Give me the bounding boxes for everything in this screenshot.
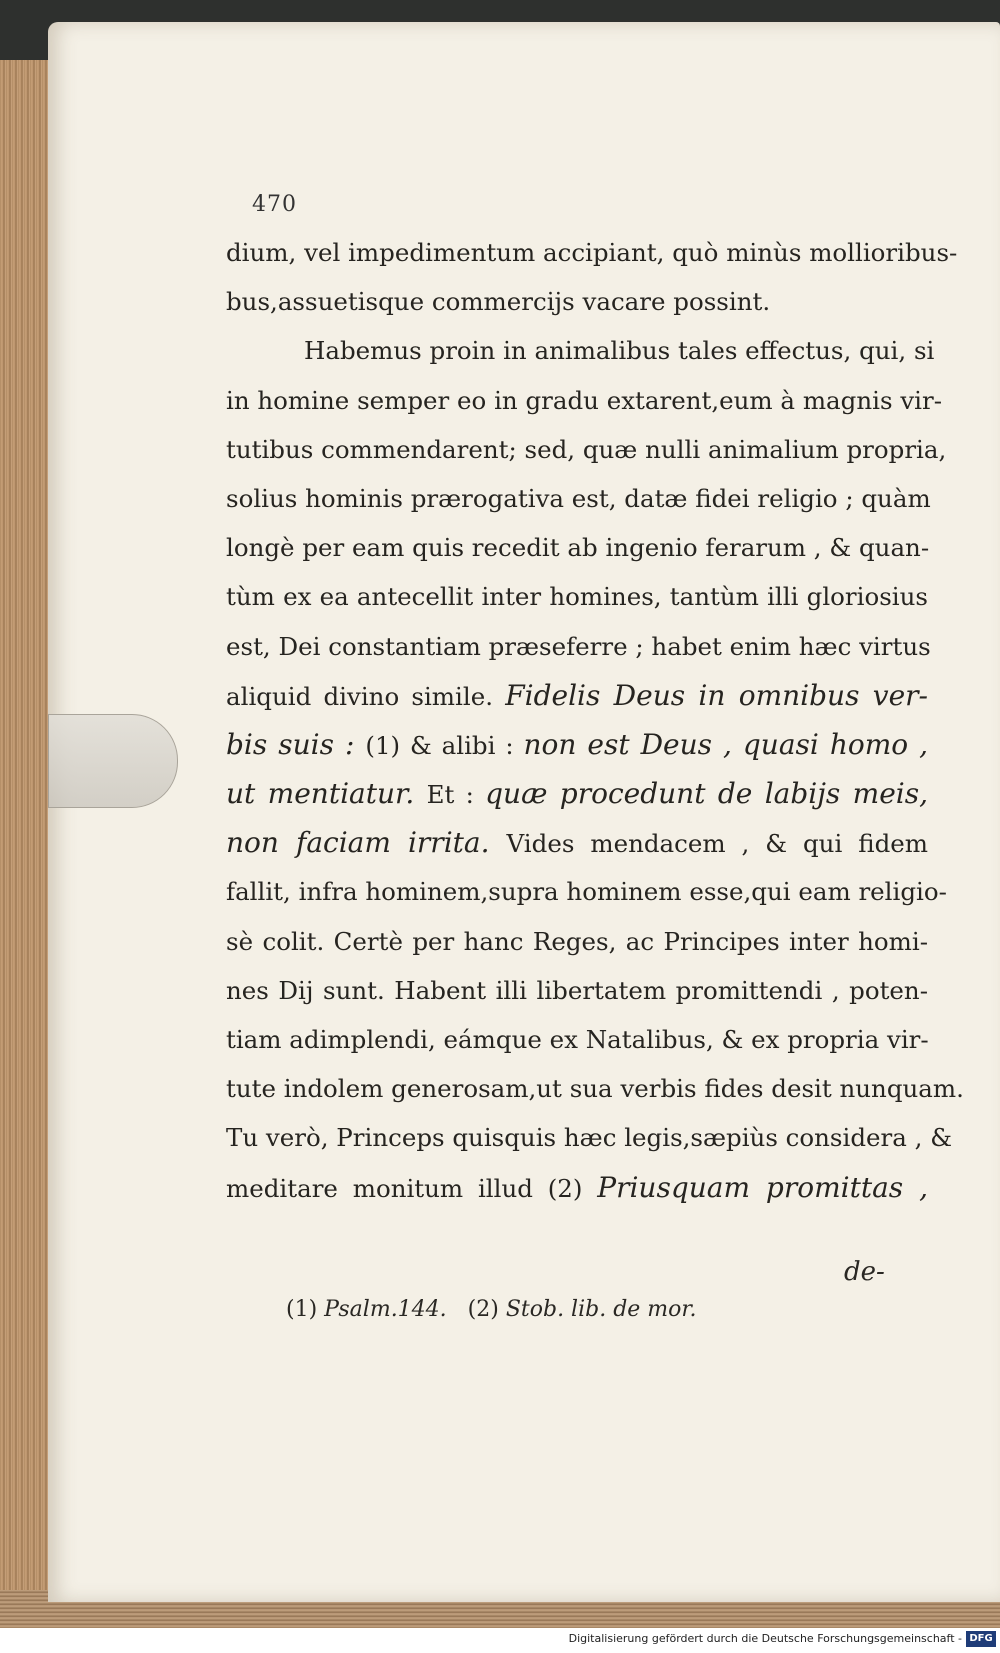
text-line: [226, 1163, 928, 1212]
roman-text: meditare monitum illud (2): [226, 1173, 598, 1203]
roman-text: in homine semper eo in gradu extarent,eum à magnis vir-: [226, 385, 942, 415]
text-line: [226, 228, 958, 277]
text-line: [226, 474, 931, 523]
text-line: [226, 376, 942, 425]
text-line: [226, 671, 928, 720]
text-line: [226, 966, 928, 1015]
italic-text: ut mentiatur.: [226, 777, 427, 811]
text-line: [226, 769, 928, 818]
footnotes: [286, 1297, 697, 1322]
roman-text: solius hominis prærogativa est, datæ fidei religio ; quàm: [226, 483, 931, 513]
italic-text: non est Deus , quasi homo ,: [523, 727, 929, 761]
text-line: [226, 1064, 964, 1113]
text-line: [226, 1113, 953, 1162]
roman-text: dium, vel impedimentum accipiant, quò minùs mollioribus-: [226, 238, 958, 267]
roman-text: nes Dij sunt. Habent illi libertatem promittendi , poten-: [226, 975, 928, 1005]
catchword: de-: [844, 1257, 885, 1287]
roman-text: est, Dei constantiam præseferre ; habet enim hæc virtus: [226, 631, 931, 661]
text-line: [226, 572, 928, 621]
roman-text: (1) & alibi :: [365, 730, 524, 760]
roman-text: tutibus commendarent; sed, quæ nulli animalium propria,: [226, 434, 947, 464]
page-number: 470: [252, 192, 297, 217]
text-line: [226, 425, 947, 474]
italic-text: quæ procedunt de labijs meis,: [485, 777, 928, 811]
text-line: [226, 277, 928, 326]
roman-text: bus,assuetisque commercijs vacare possint.: [226, 287, 771, 317]
text-line: [226, 818, 928, 867]
italic-text: non faciam irrita.: [226, 826, 507, 860]
roman-text: Vides mendacem , & qui fidem: [506, 829, 928, 859]
text-line: [226, 917, 928, 966]
text-line: [226, 867, 947, 916]
roman-text: aliquid divino simile.: [226, 681, 506, 711]
funding-credit: Digitalisierung gefördert durch die Deutsche Forschungsgemeinschaft -: [568, 1632, 962, 1645]
main-text: [226, 228, 964, 1212]
text-line: [226, 622, 931, 671]
text-line: [226, 326, 935, 375]
footnote-1-mark: (1): [286, 1297, 318, 1322]
roman-text: tute indolem generosam,ut sua verbis fides desit nunquam.: [226, 1074, 964, 1104]
roman-text: Habemus proin in animalibus tales effectus, qui, si: [304, 336, 935, 366]
italic-text: Fidelis Deus in omnibus ver-: [505, 678, 928, 712]
italic-text: bis suis :: [226, 727, 366, 761]
footnote-2-ref: Stob. lib. de mor.: [505, 1297, 697, 1322]
footnote-1-ref: Psalm.144.: [324, 1297, 447, 1322]
page-clip: [48, 714, 178, 808]
roman-text: tiam adimplendi, eámque ex Natalibus, & ex propria vir-: [226, 1025, 929, 1054]
text-line: [226, 523, 928, 572]
roman-text: tùm ex ea antecellit inter homines, tantùm illi gloriosius: [226, 582, 928, 612]
text-line: [226, 720, 928, 769]
roman-text: sè colit. Certè per hanc Reges, ac Principes inter homi-: [226, 926, 928, 956]
roman-text: Et :: [426, 780, 486, 810]
dfg-logo: DFG: [966, 1631, 996, 1647]
footnote-2-mark: (2): [467, 1297, 499, 1322]
text-line: [226, 1015, 928, 1064]
roman-text: longè per eam quis recedit ab ingenio ferarum , & quan-: [226, 533, 930, 563]
italic-text: Priusquam promittas ,: [597, 1170, 928, 1204]
roman-text: Tu verò, Princeps quisquis hæc legis,sæpiùs considera , &: [226, 1123, 953, 1153]
roman-text: fallit, infra hominem,supra hominem esse,qui eam religio-: [226, 877, 947, 907]
